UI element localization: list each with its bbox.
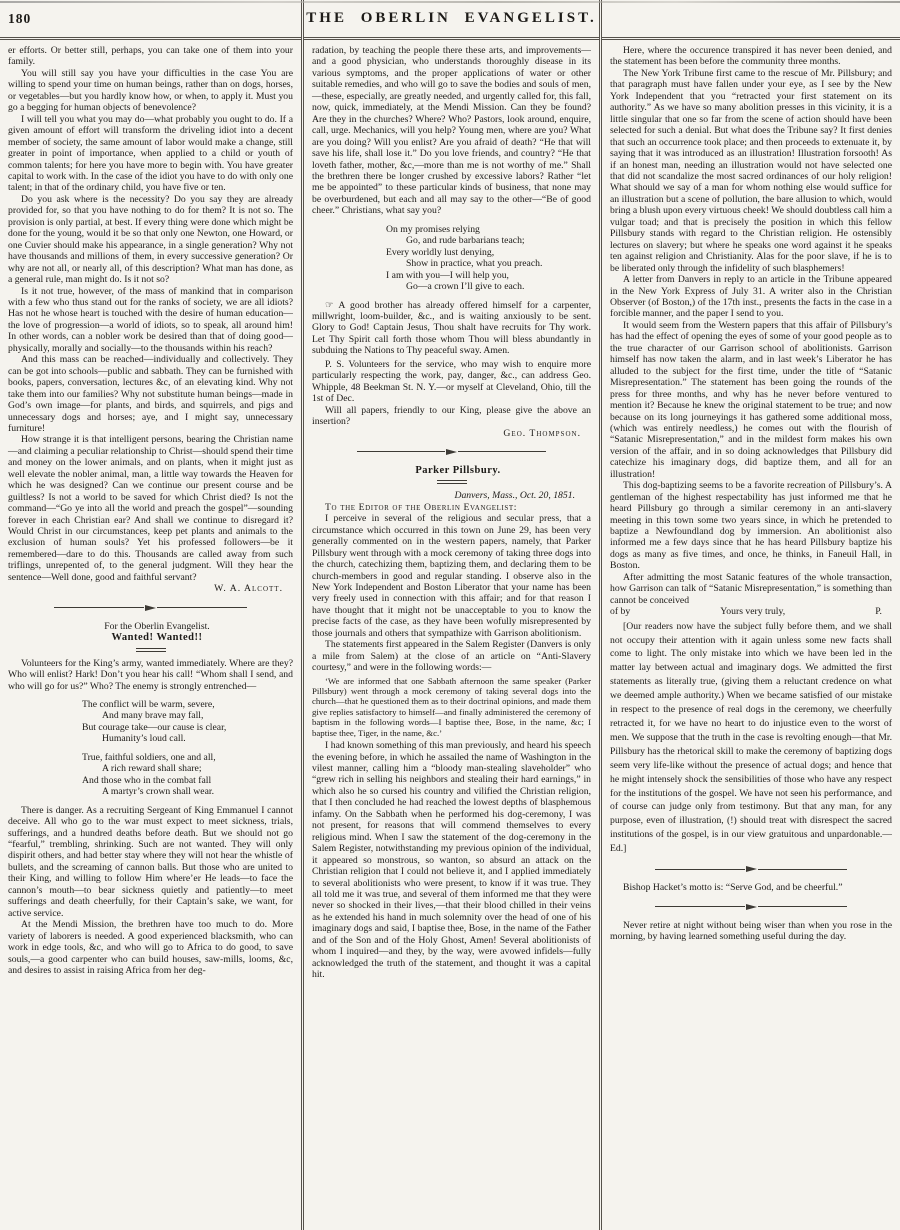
poem-line: Go, and rude barbarians teach; (406, 235, 525, 247)
section-divider (655, 904, 847, 910)
article-paragraph: Is it not true, however, of the mass of mankind that in comparison with a few who thus stand out for the ranks of society, we are all idiots? Has not he whose heart is touched with the desire of human education—the love of progression—a world of idiots, so to speak, all around him! In other words, can a nobler work be desired than that of doing good—physically, morally and socially—to the thousands within his reach? (8, 285, 293, 354)
poem-line: And many brave may fall, (102, 710, 204, 722)
article-paragraph: I had known something of this man previously, and heard his speech the evening before, in which he assailed the name of Washington in the vilest manner, calling him a “bloody man-stealing slaveholder” who “grew rich in selling his neighbors and stealing their hard earnings,” in which also he so cursed his country and vilified the Christian religion, that I then concluded he had reached the lowest depths of blasphemous infamy. On the Sabbath when he performed his dog-ceremony, I was not present, for reasons that will commend themselves to every religious mind. When I saw the statement of the dog-ceremony in the Salem Register, notwithstanding my previous opinion of the individual, it appeared so monstrous, so wanton, so absurd an attack on the Christian religion that I could not believe it, and I applied immediately to several abolitionists who were present, to know if it was true. They all told me it was true, and several of them informed me that they were never so shocked in their lives,—that their blood chilled in their veins as he extended his hand in much solemnity over the head of one of his imaginary dogs and said, I baptise thee, Bose, in the name of the Father and of the Son and of the Holy Ghost, Amen! Several abolitionists of whom I inquired—and they, by the way, were avowed infidels—fully acknowledged the truth of the statement, and thought it was a capital hit. (312, 740, 591, 981)
closing-initial: P. (875, 606, 882, 618)
letter-closing (610, 606, 892, 617)
poem-stanza (386, 224, 591, 293)
article-attribution-heading: For the Oberlin Evangelist. (104, 620, 210, 632)
section-divider (357, 449, 547, 455)
article-paragraph: P. S. Volunteers for the service, who may wish to enquire more particularly respecting the work, pay, danger, &c., can address Geo. Whipple, 48 Beekman St. N. Y.—or myself at Cleveland, Ohio, till the 1st of Dec. (312, 358, 591, 405)
quoted-statement: ‘We are informed that one Sabbath afternoon the same speaker (Parker Pillsbury) went through a mock ceremony of taking several dogs into the church—that he questioned them as to their doctrinal opinions, and made them give replies satisfactory to himself—and finally administered the ceremony of baptism in the following words—I baptise thee, Bose, in the name, &c; I baptise thee, Tiger, in the name, &c.’ (312, 675, 591, 738)
article-paragraph: Will all papers, friendly to our King, please give the above an insertion? (312, 404, 591, 428)
poem-line: Show in practice, what you preach. (406, 258, 543, 270)
column-3-content (602, 40, 900, 942)
editor-note: [Our readers now have the subject fully before them, and we shall not occupy their attention with it again unless some new facts shall come to light. The only mistake into which we have been led in the matter lay between actual and imaginary dogs. We admitted the first statements as literally true, (giving them a reluctant credence on what we deemed ample authority.) When we became satisfied of our mistake in respect to the presence of real dogs in the ceremony, we cheerfully retracted it, for we have no heart to do injustice even to the worst of men. We suppose that the truth in the case is revolting enough—that Mr. Pillsbury has the rhetorical skill to make the ceremony of baptizing dogs seem very life-like without the presence of actual dogs; and hence that he might intensely shock the sensibilities of those who have any respect for the institutions of the gospel. We have not seen his performance, and of course can judge only from testimony. But that any man, for any purpose, even of illustration, (!) should treat with disrespect the sacred institutions of the gospel, is in our view gratuitous and unpardonable.—Ed.] (610, 620, 892, 855)
divider-arrow-icon (746, 866, 757, 872)
article-paragraph: There is danger. As a recruiting Sergeant of King Emmanuel I cannot deceive. All who go to the war must expect to meet sickness, trials, sufferings, and a hundred deaths before death. But we should not go “fearful,” trembling, shrinking. Such are not wanted. They will only dispirit others, and had better stay where they will not hear the whistle of bullets, and the screaming of cannon balls. But those who are united to their King, and willing to follow Him where’er He leads—to face the cannon’s mouth—to bear sickness quietly and patiently—to meet sufferings and death cheerfully, for their Captain’s sake, we want, for active service. (8, 804, 293, 919)
article-paragraph: And this mass can be reached—individually and collectively. They can be got into schools—public and sabbath. They can be furnished with books, papers, conversation, lectures &c, of an elevating kind. Why not take them into our families? Why not substitute human beings—made in God’s own image—for plants, and birds, and squirrels, and pigs and unnecessary dogs and horses; aye, and I might say, unnecessary furniture! (8, 354, 293, 434)
article-paragraph: After admitting the most Satanic features of the whole transaction, how Garrison can talk of “Satanic Misrepresentation,” is something than cannot be conceived (610, 571, 892, 606)
article-title-wanted: Wanted! Wanted!! (111, 632, 203, 644)
column-2 (301, 0, 599, 1230)
article-paragraph: A letter from Danvers in reply to an article in the Tribune appeared in the New York Express of July 31. A writer also in the Christian Observer (of Boston,) of the 17th inst., presents the facts in the case in a forcible manner, and the paper I send to you. (610, 274, 892, 320)
article-paragraph: At the Mendi Mission, the brethren have too much to do. More variety of laborers is needed. A good experienced blacksmith, who can work in edge tools, &c, and who will go to Africa to do good, to save souls,—a good carpenter who can build houses, saw-mills, looms, &c, and desires to assist in raising Africa from her deg- (8, 919, 293, 976)
poem-line: Humanity’s loud call. (102, 733, 186, 745)
header-right (602, 0, 900, 40)
column-2-content (304, 40, 599, 981)
article-paragraph: The New York Tribune first came to the rescue of Mr. Pillsbury; and that paragraph must have fallen under your eye, as I see by the New York Independent that you “retracted your first statement on its authority.” As we have so many abolition presses in this vicinity, it is a little singular that one so far from the scene of action should have been selected for such a denial. But what does the Tribune say? It first denies that such an occurrence took place; and then proceeds to extenuate it, by saying that it was introduced as an illustration! Illustration forsooth! As if an honest man, needing an illustration would not have selected one that did not scandalize the most sacred ordinances of our holy religion! What should we say of a man for whom nothing else would suffice for an illustration but a scene of pollution, the bare allusion to which, would bring a blush upon every virtuous cheek! We should doubtless call him a vulgar toad; and that is precisely the position in which this fellow Pillsbury stands with regard to the Christian religion. He ostensibly lectures on slavery; but where he speaks one word against it he speaks ten against religion and Christianity. Alas for the poor slave, if he is to be liberated only through the infidelity of such blasphemers! (610, 67, 892, 274)
article-paragraph: I perceive in several of the religious and secular press, that a circumstance which occurred in this town on June 29, has been very generally commented on in the western papers, namely, that Parker Pillsbury went through with a mock ceremony of taking three dogs into the church, catechizing them, baptizing them, and declaring them to be church-members in good and regular standing. I observe also in the New York Independent and Boston Liberator that your name has been very freely used in connection with this affair; and for that reason I have thought that it might not be unacceptable to you to know the precise facts of the case, as they have been wofully misrepresented by those journals and others that sympathize with Garrison abolitionism. (312, 513, 591, 639)
section-divider (655, 866, 847, 872)
article-paragraph: I will tell you what you may do—what probably you ought to do. If a given amount of effort will transform the driveling idiot into a decent member of society, the same amount of labor would make a change, still greater in point of importance, when applied to a child or youth of common talents; for here you have more to begin with. You have greater capital to work with. In the case of the idiot you have to do with only one talent; in that of the ordinary child, you have five or ten. (8, 113, 293, 194)
header-left (0, 0, 301, 40)
article-paragraph: You will still say you have your difficulties in the case You are willing to spend your time on human beings, rather than on dogs, horses, or vegetables—but you hardly know how, or when, to apply it. Must you go a begging for human objects of benevolence? (8, 67, 293, 114)
poem-line: A martyr’s crown shall wear. (102, 786, 215, 798)
article-paragraph: It would seem from the Western papers that this affair of Pillsbury’s has had the effect of opening the eyes of some of your good people as to the true character of our Garrison school of abolitionists. Garrison himself has now taken the alarm, and in last week’s Liberator he has alluded to the subject for the first time, under the title of “Satanic Misrepresentation.” The statement has been going the rounds of the press for three months, and why has he never before ventured to mention it? Because he knew the original statement to be true; and now because on its long journeyings it has gathered some additional moss, (which was entirely needless,) he comes out with the flourish of “Satanic Misrepresentation,” and in the mildest form makes his own version of the affair, and in so doing acknowledges that Pillsbury did catechize his imaginary dogs, did baptize them, and all for an illustration! (610, 319, 892, 480)
poem-stanza (82, 699, 293, 745)
article-paragraph: How strange it is that intelligent persons, bearing the Christian name—and claiming a peculiar relationship to Christ—should spend their time and money on the lower animals, and on plants, when it might just as well elevate the nobler animal, man, a little way towards the Heaven for which he was designed? Can we continue our present course and be guiltless? Is not a world to be saved for which Christ died? Is not the command—“Go ye into all the world and preach the gospel”—sounding forever in each Christian ear? And shall we continue to disregard it? Would Christ in our circumstances, keep pet plants and animals to the exclusion of human souls? Yet his professed followers—be it remembered—dare to do this. Thousands are called away from such triflings, unrepented of, to the general judgment. Will they hear the sentence—Well done, good and faithful servant? (8, 434, 293, 583)
masthead-title: THE OBERLIN EVANGELIST. (306, 10, 597, 26)
motto-item: Bishop Hacket’s motto is: “Serve God, and be cheerful.” (623, 882, 843, 894)
article-paragraph: Do you ask where is the necessity? Do you say they are already provided for, so that you have nothing to do for them? It is not so. The provision is only partial, at best. If every thing were done which might be done for the young, would it be so that only one Newton, one Howard, or one Cuvier should make his appearance, in a single generation? Why not have thousands and millions of them, in every successive generation? Or why are not all, or nearly all, of this description? What man has done, as a general rule, man might do. Is it not so? (8, 193, 293, 286)
column-1-content (0, 40, 301, 976)
article-paragraph-pointing-hand: ☞ A good brother has already offered himself for a carpenter, millwright, loom-builder, &c., and is waiting anxiously to be sent. Glory to God! Captain Jesus, Thou shalt have recruits for Thy work. Let Thy Spirit call forth those whom Thou will bless abundantly in subduing the Nations to Thy peaceful sway. Amen. (312, 299, 591, 357)
article-paragraph: Here, where the occurence transpired it has never been denied, and the statement has been before the community three months. (610, 45, 892, 68)
maxim-item: Never retire at night without being wiser than when you rose in the morning, by having learned something useful during the day. (610, 919, 892, 942)
heading-rule (437, 480, 467, 484)
poem-line: Every worldly lust denying, (386, 246, 495, 258)
article-paragraph: Volunteers for the King’s army, wanted immediately. Where are they? Who will enlist? Hark! Don’t you hear his call! “Whom shall I send, and who will go for us?” Who? The enemy is strongly entrenched— (8, 657, 293, 692)
poem-line: And those who in the combat fall (82, 774, 212, 786)
heading-rule (136, 648, 166, 652)
poem-line: But courage take—our cause is clear, (82, 721, 227, 733)
poem-line: On my promises relying (386, 223, 480, 235)
article-paragraph: The statements first appeared in the Salem Register (Danvers is only a mile from Salem) at the close of an article on “Anti-Slavery courtesy,” and were in the following words:— (312, 639, 591, 674)
salutation: To the Editor of the Oberlin Evangelist: (325, 501, 518, 513)
article-title-parker-pillsbury: Parker Pillsbury. (415, 464, 501, 476)
article-paragraph: radation, by teaching the people there these arts, and improvements—and a good physician, who understands thoroughly disease in its various symptoms, and the proper applications of water or other suitable remedies, and who will go to save the bodies and souls of men,—these, especially, are greatly needed, and urgently called for, this fall, now, quick, immediately, at the Mendi Mission. Can they be found? Are they in the churches? Where? Who? Pastors, look around, enquire, call, urge. Mechanics, will you help? Young men, where are you? What are you doing? Will you enlist? Are you afraid of death? “He that will save his life, shall lose it.” Do you love friends, and country? “He that loveth father, mother, &c,—more than me is not worthy of me.” Shall the brethren there be longer crushed by excessive labors? Rather “let me be appointed” to these particular kinds of business, that none may be overburdened, but each and all may say to the other—“Be of good cheer.” Christians, what say you? (312, 45, 591, 217)
column-3 (599, 0, 900, 1230)
page-number: 180 (8, 10, 32, 26)
poem-line: Go—a crown I’ll give to each. (406, 281, 525, 293)
poem-stanza (82, 752, 293, 798)
header-center (304, 0, 599, 40)
column-1 (0, 0, 301, 1230)
article-paragraph: er efforts. Or better still, perhaps, you can take one of them into your family. (8, 45, 293, 68)
divider-arrow-icon (446, 449, 457, 455)
author-signature: Geo. Thompson. (503, 427, 581, 439)
poem-line: True, faithful soldiers, one and all, (82, 751, 216, 763)
closing-left: of by (610, 606, 631, 618)
author-signature: W. A. Alcott. (214, 583, 283, 595)
poem-line: I am with you—I will help you, (386, 269, 509, 281)
poem-line: The conflict will be warm, severe, (82, 699, 215, 711)
dateline: Danvers, Mass., Oct. 20, 1851. (454, 490, 575, 502)
article-paragraph: This dog-baptizing seems to be a favorite recreation of Pillsbury’s. A gentleman of the highest respectability has just informed me that he heard Pillsbury go through a similar ceremony in an anti-slavery meeting in this town some two years since, in which he pretended to baptize a Newfoundland dog by immersion. An abolitionist also informed me a few days since that he has heard Pillsbury baptize his dogs as many as five times, and once, he thinks, in Faneuil Hall, in Boston. (610, 480, 892, 572)
poem-line: A rich reward shall share; (102, 763, 202, 775)
closing-valediction: Yours very truly, (720, 606, 786, 618)
divider-arrow-icon (746, 904, 757, 910)
section-divider (54, 605, 248, 611)
divider-arrow-icon (145, 605, 156, 611)
